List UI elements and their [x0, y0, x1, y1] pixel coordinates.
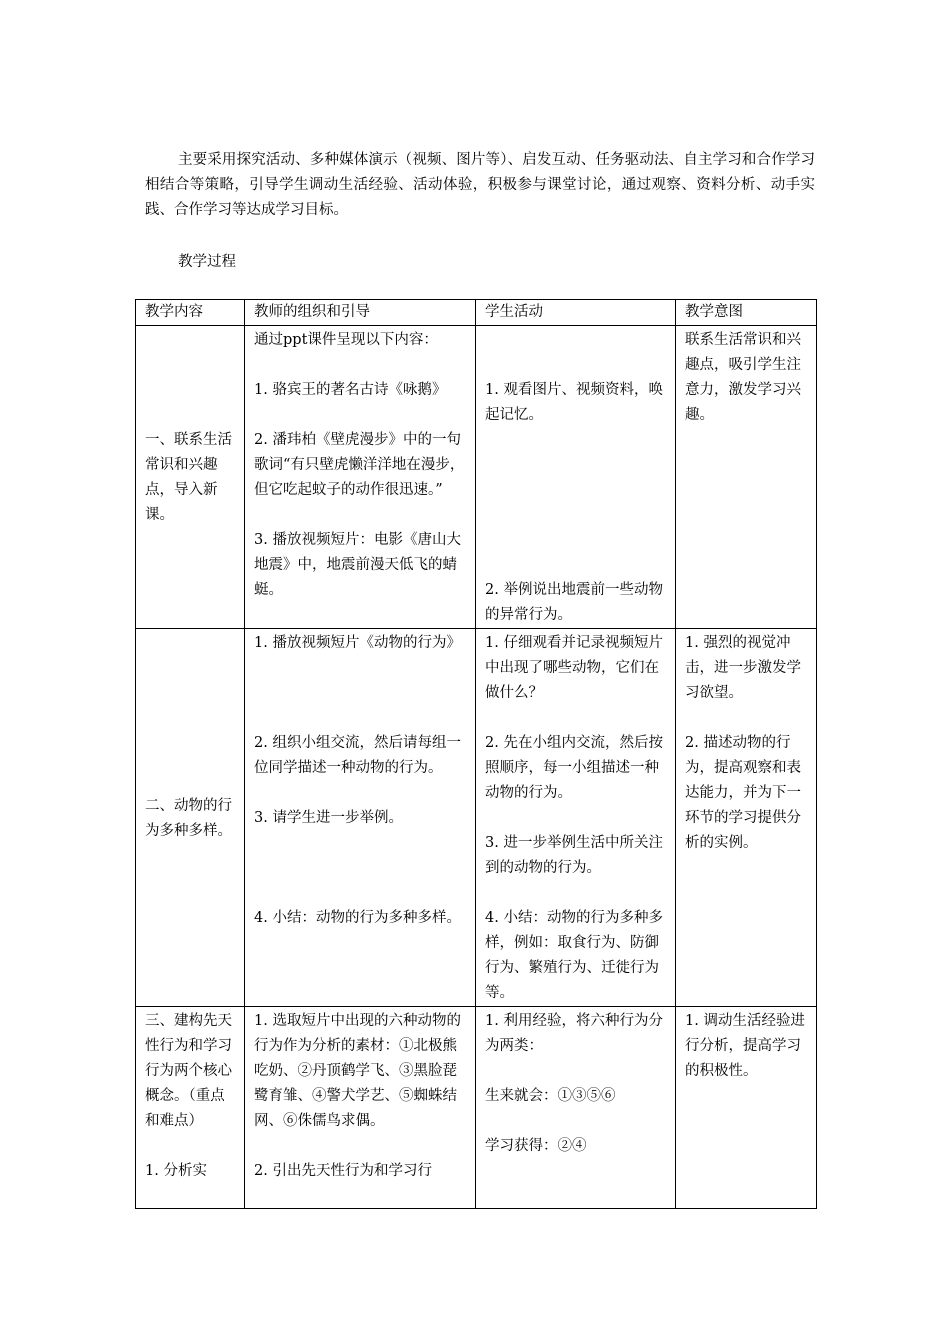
row1-intent-line1: 联系生活常识和兴趣点，吸引学生注意力，激发学习兴趣。: [685, 332, 801, 423]
row2-student: [476, 629, 676, 1007]
header-intent: 教学意图: [676, 300, 817, 326]
teaching-process-table: [135, 299, 817, 1209]
row1-teacher-line4: 3. 播放视频短片：电影《唐山大地震》中，地震前漫天低飞的蜻蜓。: [254, 532, 461, 598]
header-student: 学生活动: [476, 300, 676, 326]
section-heading: 教学过程: [178, 254, 236, 270]
row2-teacher-line4: 4. 小结：动物的行为多种多样。: [254, 910, 461, 926]
row2-teacher: [245, 629, 476, 1007]
row2-teacher-line2: 2. 组织小组交流，然后请每组一位同学描述一种动物的行为。: [254, 735, 461, 776]
row3-student-line3: 学习获得：②④: [485, 1138, 587, 1154]
row3-student: [476, 1007, 676, 1209]
header-teacher: 教师的组织和引导: [245, 300, 476, 326]
row1-student-line2: 2. 举例说出地震前一些动物的异常行为。: [485, 582, 663, 623]
row2-content-text: 二、动物的行为多种多样。: [145, 797, 232, 839]
row2-student-line3: 3. 进一步举例生活中所关注到的动物的行为。: [485, 835, 663, 876]
row2-intent-line2: 2. 描述动物的行为，提高观察和表达能力，并为下一环节的学习提供分析的实例。: [685, 735, 801, 851]
row2-intent: [676, 629, 817, 1007]
row3-content-sub: 1. 分析实: [145, 1163, 207, 1179]
row3-teacher-line1: 1. 选取短片中出现的六种动物的行为作为分析的素材：①北极熊吃奶、②丹顶鹤学飞、③黑脸琵鹭育雏、④警犬学艺、⑤蜘蛛结网、⑥侏儒鸟求偶。: [254, 1013, 461, 1129]
row2-intent-line1: 1. 强烈的视觉冲击，进一步激发学习欲望。: [685, 635, 801, 701]
row3-teacher-line2: 2. 引出先天性行为和学习行: [254, 1163, 432, 1179]
row1-content: [136, 326, 245, 629]
row3-intent: [676, 1007, 817, 1209]
intro-paragraph: 主要采用探究活动、多种媒体演示（视频、图片等）、启发互动、任务驱动法、自主学习和合作学习相结合等策略，引导学生调动生活经验、活动体验，积极参与课堂讨论，通过观察、资料分析、动手实践、合作学习等达成学习目标。: [145, 152, 815, 218]
row1-teacher-line3: 2. 潘玮柏《壁虎漫步》中的一句歌词“有只壁虎懒洋洋地在漫步，但它吃起蚊子的动作很迅速。”: [254, 432, 465, 498]
row2-student-line1: 1. 仔细观看并记录视频短片中出现了哪些动物，它们在做什么？: [485, 635, 663, 701]
row2-student-line4: 4. 小结：动物的行为多种多样，例如：取食行为、防御行为、繁殖行为、迁徙行为等。: [485, 910, 663, 1001]
header-content: 教学内容: [136, 300, 245, 326]
row2-teacher-line3: 3. 请学生进一步举例。: [254, 810, 403, 826]
row3-content: [136, 1007, 245, 1209]
row2-teacher-line1: 1. 播放视频短片《动物的行为》: [254, 635, 461, 651]
row1-student-line1: 1. 观看图片、视频资料，唤起记忆。: [485, 382, 663, 423]
table-row: [136, 629, 817, 1007]
table-header-row: [136, 300, 817, 326]
row3-student-line1: 1. 利用经验，将六种行为分为两类：: [485, 1013, 663, 1054]
table-row: [136, 1007, 817, 1209]
row1-student: [476, 326, 676, 629]
row3-student-line2: 生来就会：①③⑤⑥: [485, 1088, 616, 1104]
row1-teacher-line1: 通过ppt课件呈现以下内容：: [254, 332, 438, 348]
table-row: [136, 326, 817, 629]
row1-teacher-line2: 1. 骆宾王的著名古诗《咏鹅》: [254, 382, 447, 398]
row3-content-text: 三、建构先天性行为和学习行为两个核心概念。（重点和难点）: [145, 1013, 232, 1129]
row1-teacher: [245, 326, 476, 629]
row2-student-line2: 2. 先在小组内交流，然后按照顺序，每一小组描述一种动物的行为。: [485, 735, 663, 801]
row3-teacher: [245, 1007, 476, 1209]
row1-content-text: 一、联系生活常识和兴趣点，导入新课。: [145, 432, 232, 523]
row3-intent-line1: 1. 调动生活经验进行分析，提高学习的积极性。: [685, 1013, 805, 1079]
row1-intent: [676, 326, 817, 629]
row2-content: [136, 629, 245, 1007]
